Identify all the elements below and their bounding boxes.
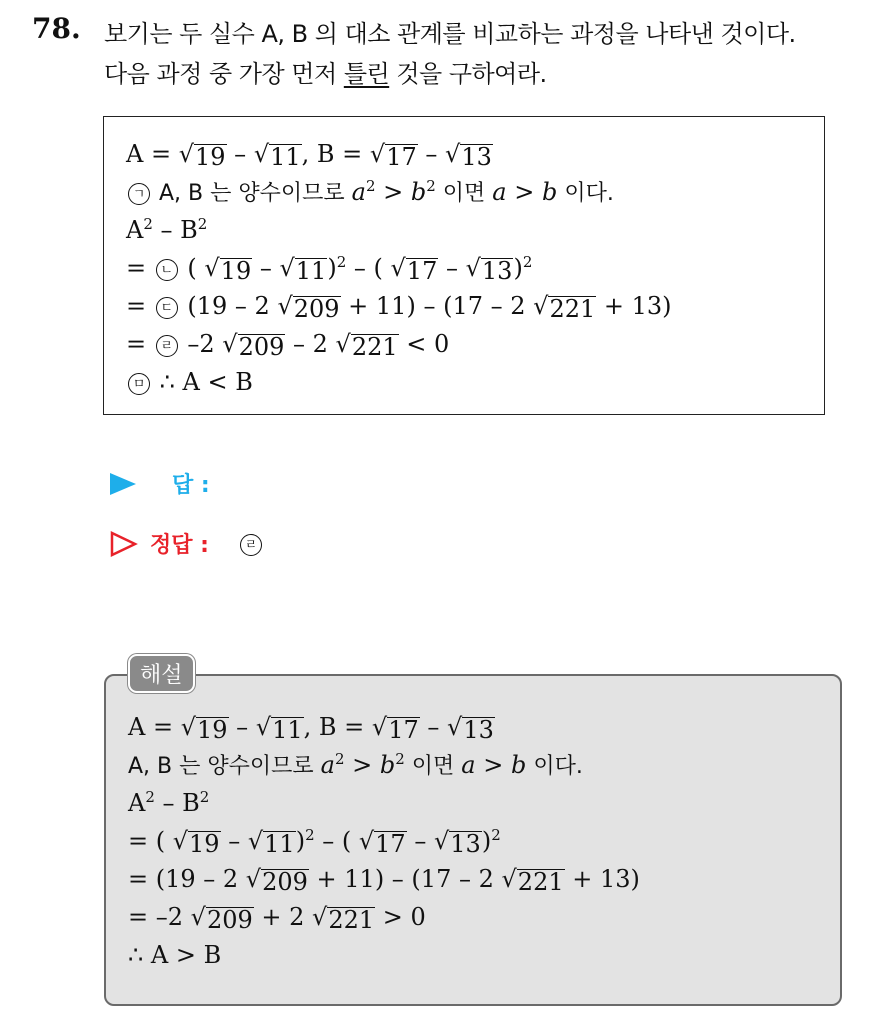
question-number: 78.: [32, 12, 81, 45]
sol-line: = ( √ 19 – √ 11 )$^2$ – ( √ 17 – √ 13 )$^2$: [128, 826, 501, 858]
question-text-line2: [104, 54, 547, 89]
step-text: 이다.: [557, 181, 614, 206]
example-box: [103, 116, 825, 415]
sol-text: 이면: [404, 754, 462, 779]
solution-box: [104, 674, 842, 1006]
math-line-step-c: = ㄷ (19 – 2 √ 209 + 11) – (17 – 2 √ 221 + 13): [126, 292, 672, 323]
underlined-word: 틀린: [343, 60, 390, 88]
sol-line: A, B 는 양수이므로 $a^2 > b^2$ 이면 a > b 이다.: [128, 750, 583, 779]
correct-label: 정답 :: [150, 533, 209, 558]
question-text-part: 것을 구하여라.: [389, 60, 547, 88]
solution-tag: 해설: [128, 654, 195, 693]
math-line-step-b: = ㄴ ( √ 19 – √ 11 )$^2$ – ( √ 17 – √ 13 )$^2$: [126, 253, 533, 285]
math-line: $A^2 - B^2$: [126, 215, 208, 244]
marker-a: ㄱ: [128, 183, 150, 205]
question-text-part: 다음 과정 중 가장 먼저: [104, 60, 344, 88]
math-line-step-a: ㄱ A, B 는 양수이므로 $a^2 > b^2$ 이면 a > b 이다.: [126, 177, 614, 209]
answer-label: 답 :: [172, 473, 210, 498]
step-text: A, B 는 양수이므로: [152, 181, 352, 206]
sol-line: = (19 – 2 √ 209 + 11) – (17 – 2 √ 221 + 13): [128, 865, 640, 896]
answer-arrow-icon: [110, 473, 136, 495]
sol-conclusion: ∴ A > B: [128, 941, 222, 969]
question-text-line1: 보기는 두 실수 A, B 의 대소 관계를 비교하는 과정을 나타낸 것이다.: [104, 20, 796, 48]
marker-b: ㄴ: [156, 259, 178, 281]
sol-line: $A^2 - B^2$: [128, 788, 210, 817]
step-text: 이면: [435, 181, 493, 206]
sol-line: = –2 √ 209 + 2 √ 221 > 0: [128, 903, 426, 934]
sol-text: 이다.: [526, 754, 583, 779]
math-line-step-e: [126, 367, 253, 397]
correct-arrow-icon: [110, 531, 138, 557]
marker-d: ㄹ: [156, 335, 178, 357]
marker-e: ㅁ: [128, 373, 150, 395]
math-line-step-d: = ㄹ –2 √ 209 – 2 √ 221 < 0: [126, 330, 450, 361]
marker-c: ㄷ: [156, 297, 178, 319]
sol-line-def: A = √ 19 – √ 11 , B = √ 17 – √ 13: [128, 713, 494, 744]
sol-text: A, B 는 양수이므로: [128, 754, 321, 779]
math-line-def: A = √ 19 – √ 11 , B = √ 17 – √ 13: [126, 140, 492, 171]
step-text: ∴ A < B: [152, 368, 253, 396]
correct-answer-value: ㄹ: [240, 534, 262, 556]
